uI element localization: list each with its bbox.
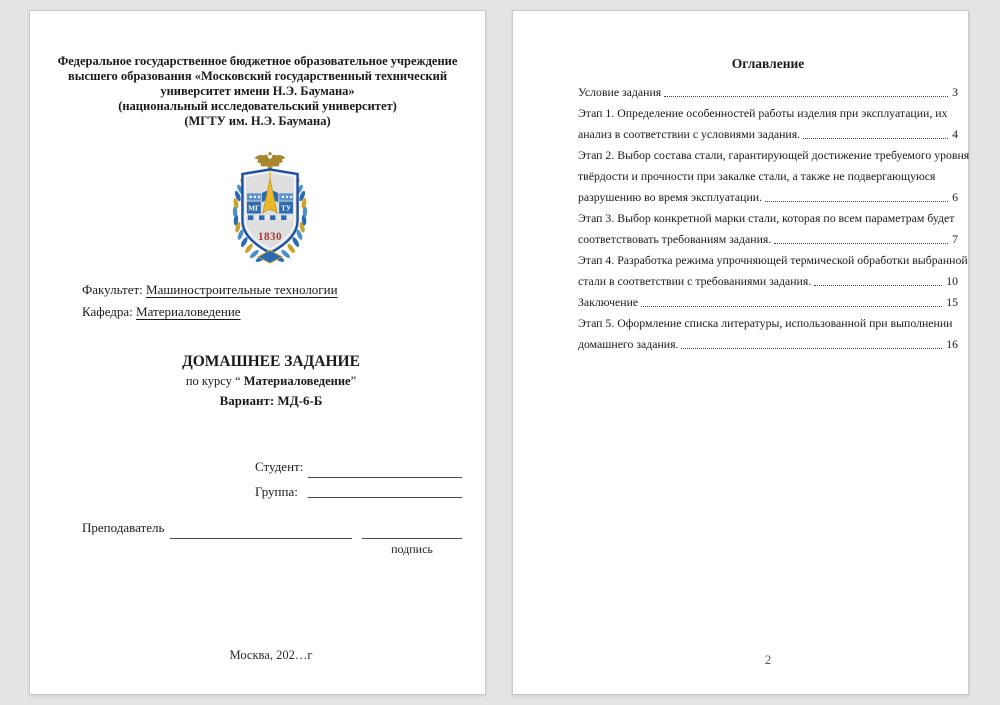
- toc-title: Оглавление: [731, 56, 805, 71]
- student-blank-line: [308, 477, 462, 478]
- toc-dots-leader: [638, 292, 946, 313]
- toc-dots-leader: [811, 271, 946, 292]
- header-line: (национальный исследовательский университет): [118, 99, 397, 113]
- toc-entry-text: Условие задания: [578, 85, 662, 99]
- checker-row: [248, 215, 292, 220]
- toc-entry-text: Этап 5. Оформление списка литературы, использованной при выполнении: [578, 316, 953, 330]
- city-year-line: Москва, 202…г: [229, 648, 313, 662]
- course-name: Материаловедение: [243, 374, 351, 388]
- toc-entry-page: 15: [946, 295, 958, 309]
- toc-dots-leader: [762, 187, 952, 208]
- toc-entry-page: 16: [946, 337, 958, 351]
- university-header: [48, 54, 467, 129]
- toc-entry-text: Этап 4. Разработка режима упрочняющей термической обработки выбранной: [578, 253, 968, 267]
- department-line: [82, 301, 338, 323]
- toc-entry-page: 4: [952, 127, 958, 141]
- department-value: Материаловедение: [136, 304, 241, 319]
- emblem-letters-right: ТУ: [280, 203, 292, 213]
- faculty-line: [82, 279, 338, 301]
- toc-entry: [578, 145, 970, 208]
- bauman-university-emblem-icon: [224, 151, 316, 265]
- toc-entry-text: Этап 2. Выбор состава стали, гарантирующей достижение требуемого уровня: [578, 148, 970, 162]
- toc-entry-page: 10: [946, 274, 958, 288]
- signature-blank-line: [362, 538, 462, 539]
- header-line: Федеральное государственное бюджетное образовательное учреждение: [57, 54, 458, 68]
- toc-dots-leader: [661, 82, 952, 103]
- toc-entry: [578, 292, 958, 313]
- toc-page: [512, 10, 969, 695]
- signature-caption: подпись: [391, 542, 433, 556]
- toc-entry-text: домашнего задания.: [578, 337, 679, 351]
- toc-dots-leader: [678, 334, 946, 355]
- group-blank-line: [308, 497, 462, 498]
- toc-entry: [578, 313, 958, 355]
- course-line: [78, 372, 464, 391]
- student-label: Студент:: [255, 459, 304, 474]
- faculty-value: Машиностроительные технологии: [146, 282, 338, 297]
- toc-entry-text: анализ в соответствии с условиями задания.: [578, 127, 801, 141]
- faculty-label: Факультет:: [82, 282, 143, 297]
- teacher-blank-line: [170, 538, 352, 539]
- toc-entry-page: 7: [952, 232, 958, 246]
- toc-entry: [578, 82, 958, 103]
- toc-entry-page: 6: [952, 190, 958, 204]
- teacher-label: Преподаватель: [82, 520, 165, 535]
- toc-entry: [578, 250, 968, 292]
- faculty-department-block: [82, 279, 338, 323]
- toc-dots-leader: [800, 124, 952, 145]
- toc-entry-text: Этап 1. Определение особенностей работы изделия при эксплуатации, их: [578, 106, 948, 120]
- course-suffix: ”: [350, 374, 357, 388]
- emblem-year: 1830: [258, 231, 282, 244]
- ribbon: [258, 250, 282, 263]
- group-label: Группа:: [255, 484, 298, 499]
- table-of-contents: [578, 56, 970, 355]
- toc-entry-page: 3: [952, 85, 958, 99]
- department-label: Кафедра:: [82, 304, 133, 319]
- assignment-title: ДОМАШНЕЕ ЗАДАНИЕ: [182, 353, 360, 370]
- title-page: [29, 10, 486, 695]
- header-line: университет имени Н.Э. Баумана»: [160, 84, 355, 98]
- course-prefix: по курсу “: [185, 374, 244, 388]
- toc-entry: [578, 103, 958, 145]
- page-number: 2: [764, 653, 772, 667]
- toc-entry: [578, 208, 958, 250]
- toc-entry-text: соответствовать требованиям задания.: [578, 232, 772, 246]
- variant-line: Вариант: МД-6-Б: [219, 393, 323, 408]
- toc-entry-text: разрушению во время эксплуатации.: [578, 190, 763, 204]
- toc-entry-text: Заключение: [578, 295, 639, 309]
- toc-entry-text: Этап 3. Выбор конкретной марки стали, которая по всем параметрам будет: [578, 211, 955, 225]
- toc-dots-leader: [771, 229, 952, 250]
- header-line: высшего образования «Московский государственный технический: [67, 69, 448, 83]
- assignment-title-block: [78, 352, 464, 410]
- header-line: (МГТУ им. Н.Э. Баумана): [184, 114, 331, 128]
- emblem-letters-left: МГ: [248, 203, 260, 213]
- toc-entry-text: стали в соответствии с требованиями задания.: [578, 274, 812, 288]
- toc-entry-text: твёрдости и прочности при закалке стали, а также не подвергающуюся: [578, 169, 936, 183]
